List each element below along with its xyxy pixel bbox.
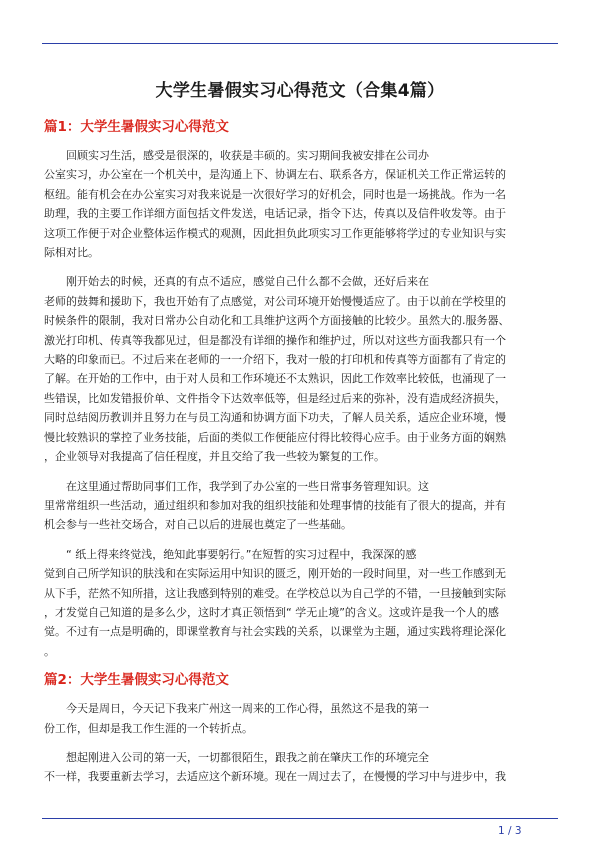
paragraph	[44, 146, 556, 262]
text-line: 不一样，我要重新去学习，去适应这个新环境。现在一周过去了，在慢慢的学习中与进步中，我	[44, 770, 506, 784]
footer-rule	[42, 818, 558, 819]
text-line: 激光打印机、传真等我都见过，但是都没有详细的操作和维护过，所以对这些方面我都只有一个	[44, 333, 506, 347]
header-rule	[42, 43, 558, 44]
text-line: 刚开始去的时候，还真的有点不适应，感觉自己什么都不会做，还好后来在	[66, 275, 429, 289]
text-line: 想起刚进入公司的第一天，一切都很陌生，跟我之前在肇庆工作的环境完全	[66, 750, 429, 764]
paragraph	[44, 272, 556, 466]
text-line: 觉。不过有一点是明确的，即课堂教育与社会实践的关系，以课堂为主题，通过实践将理论深化	[44, 625, 506, 639]
text-line: ，企业领导对我提高了信任程度，并且交给了我一些较为繁复的工作。	[44, 450, 385, 464]
text-line: 大略的印象而已。不过后来在老师的一一介绍下，我对一般的打印机和传真等方面都有了肯定的	[44, 353, 506, 367]
text-line: 公室实习，办公室在一个机关中，是沟通上下、协调左右、联系各方，保证机关工作正常运转的	[44, 168, 506, 182]
text-line: “ 纸上得来终觉浅，绝知此事要躬行。”在短暂的实习过程中，我深深的感	[66, 547, 417, 561]
text-line: 回顾实习生活，感受是很深的，收获是丰硕的。实习期间我被安排在公司办	[66, 149, 429, 162]
paragraph	[44, 748, 556, 787]
section-heading-1: 篇1：大学生暑假实习心得范文	[44, 119, 229, 135]
text-line: 机会参与一些社交场合，对自己以后的进展也奠定了一些基础。	[44, 518, 352, 532]
text-line: 份工作，但却是我工作生涯的一个转折点。	[44, 721, 253, 735]
text-line: 从下手，茫然不知所措，这让我感到特别的难受。在学校总以为自己学的不错，一旦接触到实际	[44, 586, 506, 600]
text-line: 在这里通过帮助同事们工作，我学到了办公室的一些日常事务管理知识。这	[66, 479, 429, 493]
text-line: ，才发觉自己知道的是多么少，这时才真正领悟到“ 学无止境”的含义。这或许是我一个人的感	[44, 605, 499, 619]
text-line: 。	[44, 644, 55, 658]
text-line: 慢比较熟识的掌控了业务技能，后面的类似工作便能应付得比较得心应手。由于业务方面的娴熟	[44, 430, 506, 444]
text-line: 这项工作便于对企业整体运作模式的观测，因此担负此项实习工作更能够将学过的专业知识与实	[44, 226, 506, 240]
text-line: 老师的鼓舞和援助下，我也开始有了点感觉，对公司环境开始慢慢适应了。由于以前在学校里的	[44, 294, 506, 308]
document-title: 大学生暑假实习心得范文（合集4篇）	[155, 81, 445, 101]
text-line: 同时总结阅历教训并且努力在与员工沟通和协调方面下功夫，了解人员关系，适应企业环境，慢	[44, 411, 506, 425]
text-line: 际相对比。	[44, 246, 99, 260]
document-body	[44, 118, 556, 797]
text-line: 助理，我的主要工作详细方面包括文件发送，电话记录，指令下达，传真以及信件收发等。由于	[44, 207, 506, 221]
paragraph	[44, 545, 556, 661]
text-line: 时候条件的限制，我对日常办公自动化和工具维护这两个方面接触的比较少。虽然大的.服务器、	[44, 314, 510, 328]
text-line: 些错误，比如发错报价单、文件指令下达效率低等，但是经过后来的弥补，没有造成经济损失，	[44, 391, 506, 405]
text-line: 觉到自己所学知识的肤浅和在实际运用中知识的匮乏，刚开始的一段时间里，对一些工作感到无	[44, 567, 506, 581]
paragraph	[44, 477, 556, 535]
section-heading-2: 篇2：大学生暑假实习心得范文	[44, 672, 229, 689]
text-line: 今天是周日，今天记下我来广州这一周来的工作心得，虽然这不是我的第一	[66, 702, 429, 716]
paragraph	[44, 699, 556, 738]
page-number: 1 / 3	[498, 825, 522, 837]
text-line: 枢纽。能有机会在办公室实习对我来说是一次很好学习的好机会，同时也是一场挑战。作为一名	[44, 187, 506, 201]
text-line: 了解。在开始的工作中，由于对人员和工作环境还不太熟识，因此工作效率比较低，也涌现了一	[44, 372, 506, 386]
text-line: 里常常组织一些活动，通过组织和参加对我的组织技能和处理事情的技能有了很大的提高，并有	[44, 498, 506, 512]
